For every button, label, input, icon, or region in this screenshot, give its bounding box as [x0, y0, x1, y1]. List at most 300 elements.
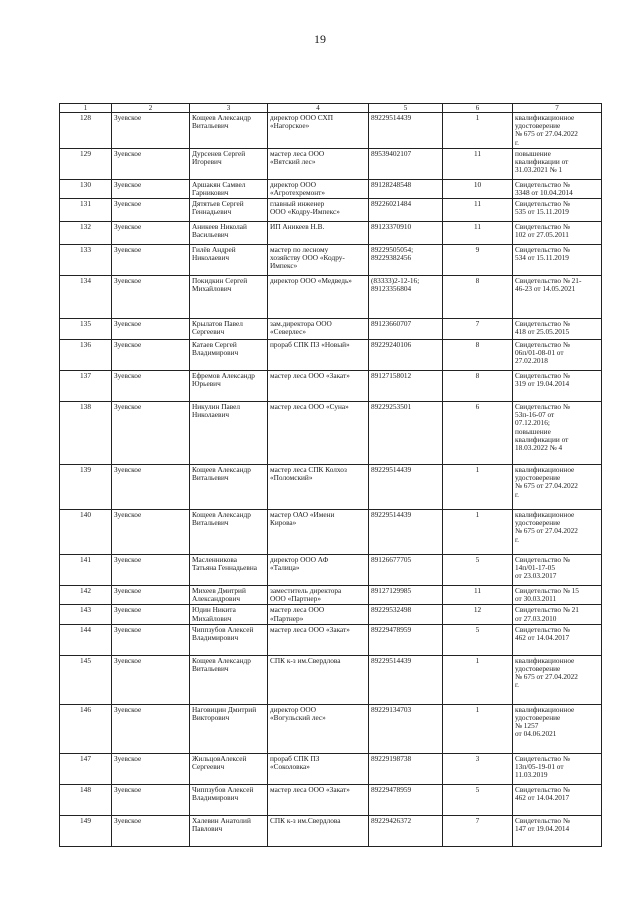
position-cell-text: мастер леса ООО «Партнер»: [270, 605, 325, 623]
row-number-text: 130: [80, 179, 91, 189]
phone-cell: [369, 148, 443, 179]
row-number-text: 137: [80, 371, 91, 381]
name-cell: [190, 402, 268, 465]
name-cell: [190, 753, 268, 784]
phone-cell: [369, 510, 443, 555]
phone-cell: [369, 245, 443, 276]
district-cell: [112, 179, 190, 198]
document-cell-text: Свидетельство № 14п/01-17-05 от 23.03.2017: [515, 555, 570, 581]
district-cell: [112, 784, 190, 815]
experience-cell-text: 11: [473, 586, 482, 596]
experience-cell: [443, 510, 513, 555]
name-cell-text: Катаев Сергей Владимирович: [192, 340, 239, 358]
phone-cell-text: 89127129985: [371, 586, 412, 596]
name-cell-text: Юдин Никита Михайлович: [192, 605, 236, 623]
column-header: 2: [112, 104, 190, 113]
document-cell: [513, 465, 602, 510]
experience-cell: [443, 276, 513, 319]
name-cell-text: Крылатов Павел Сергеевич: [192, 319, 243, 337]
experience-cell: [443, 586, 513, 605]
phone-cell-text: 89229198738: [371, 753, 412, 763]
row-number: [60, 655, 112, 704]
phone-cell: [369, 784, 443, 815]
position-cell-text: заместитель директора ООО «Партнер»: [270, 586, 342, 604]
district-cell-text: Зуевское: [114, 510, 142, 520]
row-number: [60, 199, 112, 222]
experience-cell-text: 12: [473, 605, 482, 615]
district-cell: [112, 113, 190, 149]
table-row: [60, 605, 602, 624]
row-number-text: 135: [80, 319, 91, 329]
phone-cell: [369, 605, 443, 624]
name-cell-text: Масленникова Татьяна Геннадьевна: [192, 555, 257, 573]
name-cell: [190, 371, 268, 402]
name-cell-text: Халевин Анатолий Павлович: [192, 815, 251, 833]
name-cell-text: Кощеев Александр Витальевич: [192, 510, 251, 528]
document-cell-text: Свидетельство № 462 от 14.04.2017: [515, 624, 570, 642]
position-cell: [268, 784, 369, 815]
district-cell-text: Зуевское: [114, 179, 142, 189]
document-cell-text: Свидетельство № 535 от 15.11.2019: [515, 199, 570, 217]
column-header: 4: [268, 104, 369, 113]
experience-cell-text: 5: [475, 555, 480, 565]
document-cell-text: Свидетельство № 21- 46-23 от 14.05.2021: [515, 276, 582, 294]
phone-cell-text: 89229514439: [371, 113, 412, 122]
column-header: 5: [369, 104, 443, 113]
name-cell: [190, 245, 268, 276]
name-cell: [190, 276, 268, 319]
experience-cell: [443, 655, 513, 704]
experience-cell-text: 9: [475, 245, 480, 255]
phone-cell: [369, 465, 443, 510]
column-header: 1: [60, 104, 112, 113]
district-cell-text: Зуевское: [114, 199, 142, 209]
row-number-text: 136: [80, 340, 91, 350]
row-number: [60, 113, 112, 149]
district-cell-text: Зуевское: [114, 319, 142, 329]
phone-cell: [369, 113, 443, 149]
district-cell: [112, 222, 190, 245]
table-row: [60, 319, 602, 340]
document-cell: [513, 113, 602, 149]
phone-cell-text: 89229514439: [371, 655, 412, 665]
document-cell-text: квалификационное удостоверение № 675 от 27.04.2022 г.: [515, 655, 578, 690]
row-number-text: 142: [80, 586, 91, 596]
phone-cell-text: 89226021484: [371, 199, 412, 209]
row-number: [60, 402, 112, 465]
phone-cell-text: 89229426372: [371, 815, 412, 825]
table-row: [60, 148, 602, 179]
experience-cell-text: 8: [475, 371, 480, 381]
position-cell-text: мастер леса ООО «Суна»: [270, 402, 349, 412]
document-cell-text: Свидетельство № 21 от 27.03.2010: [515, 605, 579, 623]
position-cell-text: мастер леса СПК Колхоз «Поломский»: [270, 465, 347, 483]
name-cell: [190, 148, 268, 179]
district-cell: [112, 605, 190, 624]
position-cell-text: мастер ОАО «Имени Кирова»: [270, 510, 335, 528]
position-cell-text: директор ООО «Агротехремонт»: [270, 179, 325, 197]
row-number-text: 134: [80, 276, 91, 286]
document-cell: [513, 605, 602, 624]
experience-cell: [443, 222, 513, 245]
document-cell: [513, 319, 602, 340]
position-cell: [268, 245, 369, 276]
position-cell: [268, 815, 369, 846]
row-number: [60, 510, 112, 555]
column-header: 3: [190, 104, 268, 113]
phone-cell-text: 89123660707: [371, 319, 412, 329]
phone-cell-text: 89229253501: [371, 402, 412, 412]
phone-cell: [369, 402, 443, 465]
row-number-text: 146: [80, 704, 91, 714]
district-cell: [112, 655, 190, 704]
position-cell: [268, 605, 369, 624]
position-cell-text: прораб СПК ПЗ «Соколовка»: [270, 753, 320, 771]
column-header: 6: [443, 104, 513, 113]
phone-cell-text: 89229478959: [371, 784, 412, 794]
position-cell: [268, 340, 369, 371]
experience-cell-text: 5: [475, 784, 480, 794]
district-cell-text: Зуевское: [114, 371, 142, 381]
row-number-text: 133: [80, 245, 91, 255]
document-cell: [513, 340, 602, 371]
experience-cell: [443, 605, 513, 624]
row-number-text: 143: [80, 605, 91, 615]
document-cell: [513, 148, 602, 179]
district-cell-text: Зуевское: [114, 784, 142, 794]
table-header-row: [60, 104, 602, 113]
district-cell-text: Зуевское: [114, 655, 142, 665]
document-cell-text: квалификационное удостоверение № 675 от 27.04.2022 г.: [515, 510, 578, 544]
row-number: [60, 704, 112, 753]
district-cell-text: Зуевское: [114, 402, 142, 412]
name-cell: [190, 704, 268, 753]
name-cell: [190, 815, 268, 846]
document-cell-text: Свидетельство № 3348 от 10.04.2014: [515, 179, 573, 197]
experience-cell: [443, 245, 513, 276]
experience-cell: [443, 371, 513, 402]
phone-cell-text: (83333)2-12-16; 89123356804: [371, 276, 420, 294]
name-cell-text: Михеев Дмитрий Александрович: [192, 586, 246, 604]
phone-cell-text: 89229505054; 89229382456: [371, 245, 414, 263]
row-number-text: 149: [80, 815, 91, 825]
row-number: [60, 340, 112, 371]
table-row: [60, 199, 602, 222]
document-cell-text: Свидетельство № 418 от 25.05.2015: [515, 319, 570, 337]
phone-cell-text: 89229532498: [371, 605, 412, 615]
name-cell-text: Гилёв Андрей Николаевич: [192, 245, 236, 263]
experience-cell-text: 7: [475, 815, 480, 825]
experience-cell-text: 11: [473, 222, 482, 232]
experience-cell: [443, 199, 513, 222]
phone-cell: [369, 624, 443, 655]
row-number: [60, 753, 112, 784]
table-row: [60, 179, 602, 198]
phone-cell: [369, 704, 443, 753]
document-cell: [513, 586, 602, 605]
row-number-text: 144: [80, 624, 91, 634]
row-number-text: 141: [80, 555, 91, 565]
position-cell: [268, 276, 369, 319]
experience-cell: [443, 148, 513, 179]
position-cell-text: директор ООО АФ «Талица»: [270, 555, 329, 573]
experience-cell: [443, 555, 513, 586]
position-cell: [268, 704, 369, 753]
district-cell-text: Зуевское: [114, 245, 142, 255]
district-cell: [112, 276, 190, 319]
district-cell: [112, 319, 190, 340]
experience-cell: [443, 815, 513, 846]
name-cell-text: Дятятьев Сергей Геннадьевич: [192, 199, 244, 217]
document-cell-text: Свидетельство № 534 от 15.11.2019: [515, 245, 570, 263]
row-number: [60, 319, 112, 340]
row-number: [60, 784, 112, 815]
document-cell: [513, 555, 602, 586]
name-cell: [190, 655, 268, 704]
position-cell: [268, 319, 369, 340]
position-cell-text: директор ООО СХП «Нагорское»: [270, 113, 334, 131]
name-cell: [190, 340, 268, 371]
experience-cell: [443, 179, 513, 198]
experience-cell-text: 11: [473, 148, 482, 158]
table-row: [60, 113, 602, 149]
phone-cell-text: 89123370910: [371, 222, 412, 232]
district-cell: [112, 245, 190, 276]
phone-cell: [369, 222, 443, 245]
experience-cell: [443, 319, 513, 340]
name-cell: [190, 179, 268, 198]
row-number-text: 132: [80, 222, 91, 232]
document-cell: [513, 624, 602, 655]
experience-cell-text: 5: [475, 624, 480, 634]
experience-cell: [443, 113, 513, 149]
document-cell-text: Свидетельство № 06п/01-08-01 от 27.02.2018: [515, 340, 570, 366]
position-cell: [268, 624, 369, 655]
district-cell: [112, 704, 190, 753]
experience-cell-text: 8: [475, 340, 480, 350]
row-number-text: 128: [80, 113, 91, 122]
name-cell: [190, 510, 268, 555]
position-cell-text: мастер леса ООО «Закат»: [270, 371, 350, 381]
position-cell: [268, 199, 369, 222]
district-cell: [112, 624, 190, 655]
row-number-text: 138: [80, 402, 91, 412]
experience-cell-text: 1: [475, 510, 480, 520]
experience-cell-text: 3: [475, 753, 480, 763]
row-number: [60, 586, 112, 605]
name-cell-text: ЖильцовАлексей Сергеевич: [192, 753, 247, 771]
position-cell: [268, 371, 369, 402]
district-cell: [112, 402, 190, 465]
name-cell: [190, 222, 268, 245]
table-row: [60, 276, 602, 319]
page-number: 19: [314, 32, 326, 46]
phone-cell: [369, 586, 443, 605]
district-cell-text: Зуевское: [114, 815, 142, 825]
phone-cell-text: 89128248548: [371, 179, 412, 189]
position-cell: [268, 148, 369, 179]
phone-cell: [369, 340, 443, 371]
name-cell-text: Аршакян Самвел Гарникович: [192, 179, 246, 197]
experience-cell-text: 8: [475, 276, 480, 286]
position-cell: [268, 179, 369, 198]
name-cell: [190, 586, 268, 605]
table-row: [60, 340, 602, 371]
experience-cell: [443, 340, 513, 371]
name-cell: [190, 624, 268, 655]
experience-cell: [443, 784, 513, 815]
name-cell-text: Покидкин Сергей Михайлович: [192, 276, 248, 294]
district-cell-text: Зуевское: [114, 586, 142, 596]
document-cell: [513, 704, 602, 753]
district-cell-text: Зуевское: [114, 704, 142, 714]
experience-cell-text: 1: [475, 655, 480, 665]
table-row: [60, 624, 602, 655]
position-cell: [268, 586, 369, 605]
experience-cell-text: 7: [475, 319, 480, 329]
document-cell-text: Свидетельство № 319 от 19.04.2014: [515, 371, 570, 389]
district-cell: [112, 465, 190, 510]
document-cell-text: повышение квалификации от 31.03.2021 № 1: [515, 148, 569, 175]
row-number: [60, 245, 112, 276]
district-cell: [112, 586, 190, 605]
name-cell: [190, 199, 268, 222]
phone-cell-text: 89539402107: [371, 148, 412, 158]
name-cell-text: Ефремов Александр Юрьевич: [192, 371, 255, 389]
position-cell-text: мастер леса ООО «Вятский лес»: [270, 148, 325, 166]
document-cell: [513, 199, 602, 222]
position-cell-text: директор ООО «Медведь»: [270, 276, 352, 286]
position-cell: [268, 510, 369, 555]
district-cell-text: Зуевское: [114, 624, 142, 634]
experience-cell: [443, 704, 513, 753]
name-cell: [190, 555, 268, 586]
phone-cell: [369, 555, 443, 586]
row-number: [60, 465, 112, 510]
district-cell-text: Зуевское: [114, 340, 142, 350]
row-number-text: 148: [80, 784, 91, 794]
table-row: [60, 753, 602, 784]
name-cell-text: Дурсенев Сергей Игоревич: [192, 148, 246, 166]
document-cell-text: квалификационное удостоверение № 1257 от 04.06.2021: [515, 704, 575, 739]
position-cell-text: ИП Аникеев Н.В.: [270, 222, 325, 232]
document-cell-text: Свидетельство № 147 от 19.04.2014: [515, 815, 570, 833]
position-cell: [268, 465, 369, 510]
district-cell: [112, 148, 190, 179]
document-cell: [513, 371, 602, 402]
document-cell: [513, 655, 602, 704]
name-cell-text: Кощеев Александр Витальевич: [192, 113, 251, 131]
row-number-text: 145: [80, 655, 91, 665]
name-cell-text: Чиппзубов Алексей Владимирович: [192, 624, 254, 642]
phone-cell: [369, 371, 443, 402]
position-cell: [268, 655, 369, 704]
position-cell-text: СПК к-з им.Свердлова: [270, 655, 341, 665]
phone-cell-text: 89127158012: [371, 371, 412, 381]
row-number: [60, 371, 112, 402]
phone-cell-text: 89229514439: [371, 465, 412, 475]
phone-cell: [369, 276, 443, 319]
position-cell-text: мастер по лесному хозяйству ООО «Кодру- Импекс»: [270, 245, 345, 271]
row-number-text: 140: [80, 510, 91, 520]
row-number-text: 139: [80, 465, 91, 475]
district-cell: [112, 555, 190, 586]
name-cell-text: Кощеев Александр Витальевич: [192, 465, 251, 483]
document-cell-text: Свидетельство № 53п-16-07 от 07.12.2016; повышение квалификации от 18.03.2022 № 4: [515, 402, 570, 452]
name-cell-text: Чиппзубов Алексей Владимирович: [192, 784, 254, 802]
name-cell: [190, 113, 268, 149]
position-cell: [268, 555, 369, 586]
experience-cell-text: 1: [475, 113, 480, 122]
document-cell-text: Свидетельство № 462 от 14.04.2017: [515, 784, 570, 802]
table-row: [60, 245, 602, 276]
table-row: [60, 555, 602, 586]
experience-cell-text: 10: [473, 179, 482, 189]
district-cell-text: Зуевское: [114, 113, 142, 122]
phone-cell: [369, 179, 443, 198]
phone-cell: [369, 655, 443, 704]
row-number: [60, 222, 112, 245]
experience-cell: [443, 402, 513, 465]
experience-cell-text: 6: [475, 402, 480, 412]
document-cell-text: Свидетельство № 13п/05-19-01 от 11.03.2019: [515, 753, 570, 780]
row-number: [60, 815, 112, 846]
position-cell: [268, 113, 369, 149]
name-cell-text: Аникеев Николай Васильевич: [192, 222, 247, 240]
document-cell: [513, 784, 602, 815]
position-cell: [268, 222, 369, 245]
district-cell-text: Зуевское: [114, 555, 142, 565]
phone-cell-text: 89126677705: [371, 555, 412, 565]
name-cell: [190, 465, 268, 510]
phone-cell-text: 89229134703: [371, 704, 412, 714]
phone-cell: [369, 753, 443, 784]
phone-cell-text: 89229478959: [371, 624, 412, 634]
row-number: [60, 179, 112, 198]
position-cell-text: зам.директора ООО «Северлес»: [270, 319, 332, 337]
row-number-text: 131: [80, 199, 91, 209]
district-cell: [112, 510, 190, 555]
phone-cell: [369, 815, 443, 846]
district-cell: [112, 371, 190, 402]
table-row: [60, 784, 602, 815]
row-number-text: 147: [80, 753, 91, 763]
district-cell: [112, 753, 190, 784]
document-cell-text: Свидетельство № 102 от 27.05.2011: [515, 222, 570, 240]
phone-cell: [369, 319, 443, 340]
table-row: [60, 371, 602, 402]
experience-cell-text: 1: [475, 465, 480, 475]
district-cell: [112, 815, 190, 846]
experience-cell-text: 11: [473, 199, 482, 209]
position-cell-text: мастер леса ООО «Закат»: [270, 784, 350, 794]
name-cell: [190, 784, 268, 815]
column-header: 7: [513, 104, 602, 113]
experience-cell: [443, 465, 513, 510]
district-cell: [112, 340, 190, 371]
document-cell: [513, 402, 602, 465]
experience-cell: [443, 624, 513, 655]
phone-cell-text: 89229240106: [371, 340, 412, 350]
district-cell-text: Зуевское: [114, 148, 142, 158]
row-number: [60, 555, 112, 586]
position-cell-text: главный инженер ООО «Кодру-Импекс»: [270, 199, 340, 217]
name-cell-text: Наговицин Дмитрий Викторович: [192, 704, 257, 722]
row-number: [60, 605, 112, 624]
document-cell-text: квалификационное удостоверение № 675 от 27.04.2022 г.: [515, 113, 578, 147]
document-cell-text: Свидетельство № 15 от 30.03.2011: [515, 586, 579, 604]
row-number: [60, 276, 112, 319]
